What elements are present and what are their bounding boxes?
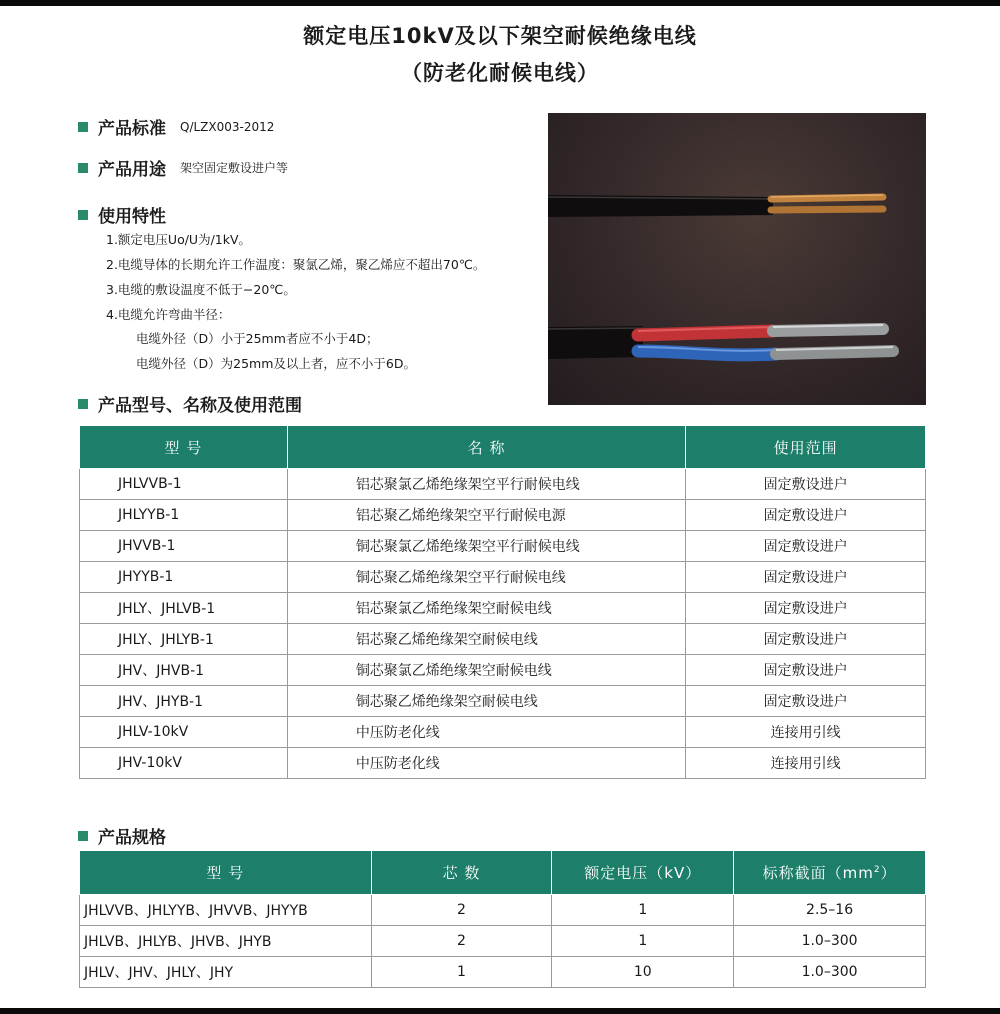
top-border <box>0 0 1000 6</box>
cell-scope: 固定敷设进户 <box>686 593 926 624</box>
cell-model: JHLY、JHLVB-1 <box>80 593 288 624</box>
cell-name: 中压防老化线 <box>287 717 686 748</box>
cell-name: 铝芯聚乙烯绝缘架空平行耐候电源 <box>287 500 686 531</box>
cell-model: JHV、JHYB-1 <box>80 686 288 717</box>
standard-value: Q/LZX003-2012 <box>180 119 275 134</box>
table-row <box>80 655 926 686</box>
header-section-close: ） <box>880 864 897 882</box>
cell-model: JHV、JHVB-1 <box>80 655 288 686</box>
cell-cores: 1 <box>371 957 552 988</box>
cell-voltage: 10 <box>552 957 734 988</box>
table-header-row <box>80 426 926 469</box>
cell-name: 铜芯聚氯乙烯绝缘架空平行耐候电线 <box>287 531 686 562</box>
superscript-2: 2 <box>873 865 881 875</box>
usage-section <box>78 155 288 180</box>
table-row <box>80 500 926 531</box>
cell-model: JHLYYB-1 <box>80 500 288 531</box>
standard-label: 产品标准 <box>98 119 166 139</box>
table-row <box>80 957 926 988</box>
specs-label: 产品规格 <box>98 828 166 848</box>
feature-item: 4.电缆允许弯曲半径： <box>106 307 231 322</box>
cell-name: 铜芯聚乙烯绝缘架空耐候电线 <box>287 686 686 717</box>
header-model: 型 号 <box>80 426 288 469</box>
cell-model: JHLVB、JHLYB、JHVB、JHYB <box>80 926 372 957</box>
page-subtitle: （防老化耐候电线） <box>401 61 599 85</box>
specs-section <box>78 823 166 848</box>
feature-item: 1.额定电压Uo/U为/1kV。 <box>106 232 252 247</box>
standard-section <box>78 114 274 139</box>
header-cores: 芯 数 <box>371 851 552 895</box>
cell-model: JHLVVB、JHLYYB、JHVVB、JHYYB <box>80 895 372 926</box>
cell-model: JHYYB-1 <box>80 562 288 593</box>
cable-photo <box>548 113 926 405</box>
table-row <box>80 593 926 624</box>
cell-model: JHV-10kV <box>80 748 288 779</box>
table-row <box>80 926 926 957</box>
header-section-text: 标称截面（mm <box>762 864 874 882</box>
cell-scope: 连接用引线 <box>686 748 926 779</box>
feature-subitem: 电缆外径（D）小于25mm者应不小于4D； <box>136 331 379 346</box>
cell-voltage: 1 <box>552 895 734 926</box>
features-section <box>78 202 166 227</box>
cell-name: 铜芯聚氯乙烯绝缘架空耐候电线 <box>287 655 686 686</box>
feature-subitem: 电缆外径（D）为25mm及以上者，应不小于6D。 <box>136 356 416 371</box>
header-scope: 使用范围 <box>686 426 926 469</box>
cell-scope: 固定敷设进户 <box>686 531 926 562</box>
table-row <box>80 895 926 926</box>
table-row <box>80 562 926 593</box>
cell-section: 1.0–300 <box>734 926 926 957</box>
bottom-border <box>0 1008 1000 1014</box>
square-bullet-icon <box>78 122 88 132</box>
feature-item: 3.电缆的敷设温度不低于−20℃。 <box>106 282 296 297</box>
header-voltage: 额定电压（kV） <box>552 851 734 895</box>
cell-name: 铝芯聚氯乙烯绝缘架空平行耐候电线 <box>287 469 686 500</box>
models-label: 产品型号、名称及使用范围 <box>98 396 302 416</box>
features-label: 使用特性 <box>98 207 166 227</box>
cell-section: 2.5–16 <box>734 895 926 926</box>
cell-scope: 连接用引线 <box>686 717 926 748</box>
models-section <box>78 391 302 416</box>
cell-scope: 固定敷设进户 <box>686 686 926 717</box>
square-bullet-icon <box>78 163 88 173</box>
header-name: 名 称 <box>287 426 686 469</box>
table-row <box>80 469 926 500</box>
cell-cores: 2 <box>371 895 552 926</box>
table-row <box>80 624 926 655</box>
header-model: 型 号 <box>80 851 372 895</box>
cell-model: JHLV-10kV <box>80 717 288 748</box>
cell-scope: 固定敷设进户 <box>686 500 926 531</box>
cell-name: 铝芯聚乙烯绝缘架空耐候电线 <box>287 624 686 655</box>
table-row <box>80 531 926 562</box>
cell-model: JHLY、JHLYB-1 <box>80 624 288 655</box>
header-section <box>734 851 926 895</box>
table-row <box>80 686 926 717</box>
cell-model: JHLV、JHV、JHLY、JHY <box>80 957 372 988</box>
cell-model: JHVVB-1 <box>80 531 288 562</box>
cell-name: 铜芯聚乙烯绝缘架空平行耐候电线 <box>287 562 686 593</box>
cell-scope: 固定敷设进户 <box>686 655 926 686</box>
square-bullet-icon <box>78 210 88 220</box>
cell-cores: 2 <box>371 926 552 957</box>
feature-item: 2.电缆导体的长期允许工作温度：聚氯乙烯，聚乙烯应不超出70℃。 <box>106 257 486 272</box>
table-header-row <box>80 851 926 895</box>
usage-value: 架空固定敷设进户等 <box>180 161 289 175</box>
cell-name: 中压防老化线 <box>287 748 686 779</box>
cell-scope: 固定敷设进户 <box>686 469 926 500</box>
cell-voltage: 1 <box>552 926 734 957</box>
cell-scope: 固定敷设进户 <box>686 624 926 655</box>
square-bullet-icon <box>78 831 88 841</box>
models-table <box>79 425 926 779</box>
table-row <box>80 748 926 779</box>
cell-scope: 固定敷设进户 <box>686 562 926 593</box>
square-bullet-icon <box>78 399 88 409</box>
specs-table <box>79 850 926 988</box>
usage-label: 产品用途 <box>98 160 166 180</box>
page-title: 额定电压10kV及以下架空耐候绝缘电线 <box>303 24 697 48</box>
cell-name: 铝芯聚氯乙烯绝缘架空耐候电线 <box>287 593 686 624</box>
cell-model: JHLVVB-1 <box>80 469 288 500</box>
cell-section: 1.0–300 <box>734 957 926 988</box>
table-row <box>80 717 926 748</box>
